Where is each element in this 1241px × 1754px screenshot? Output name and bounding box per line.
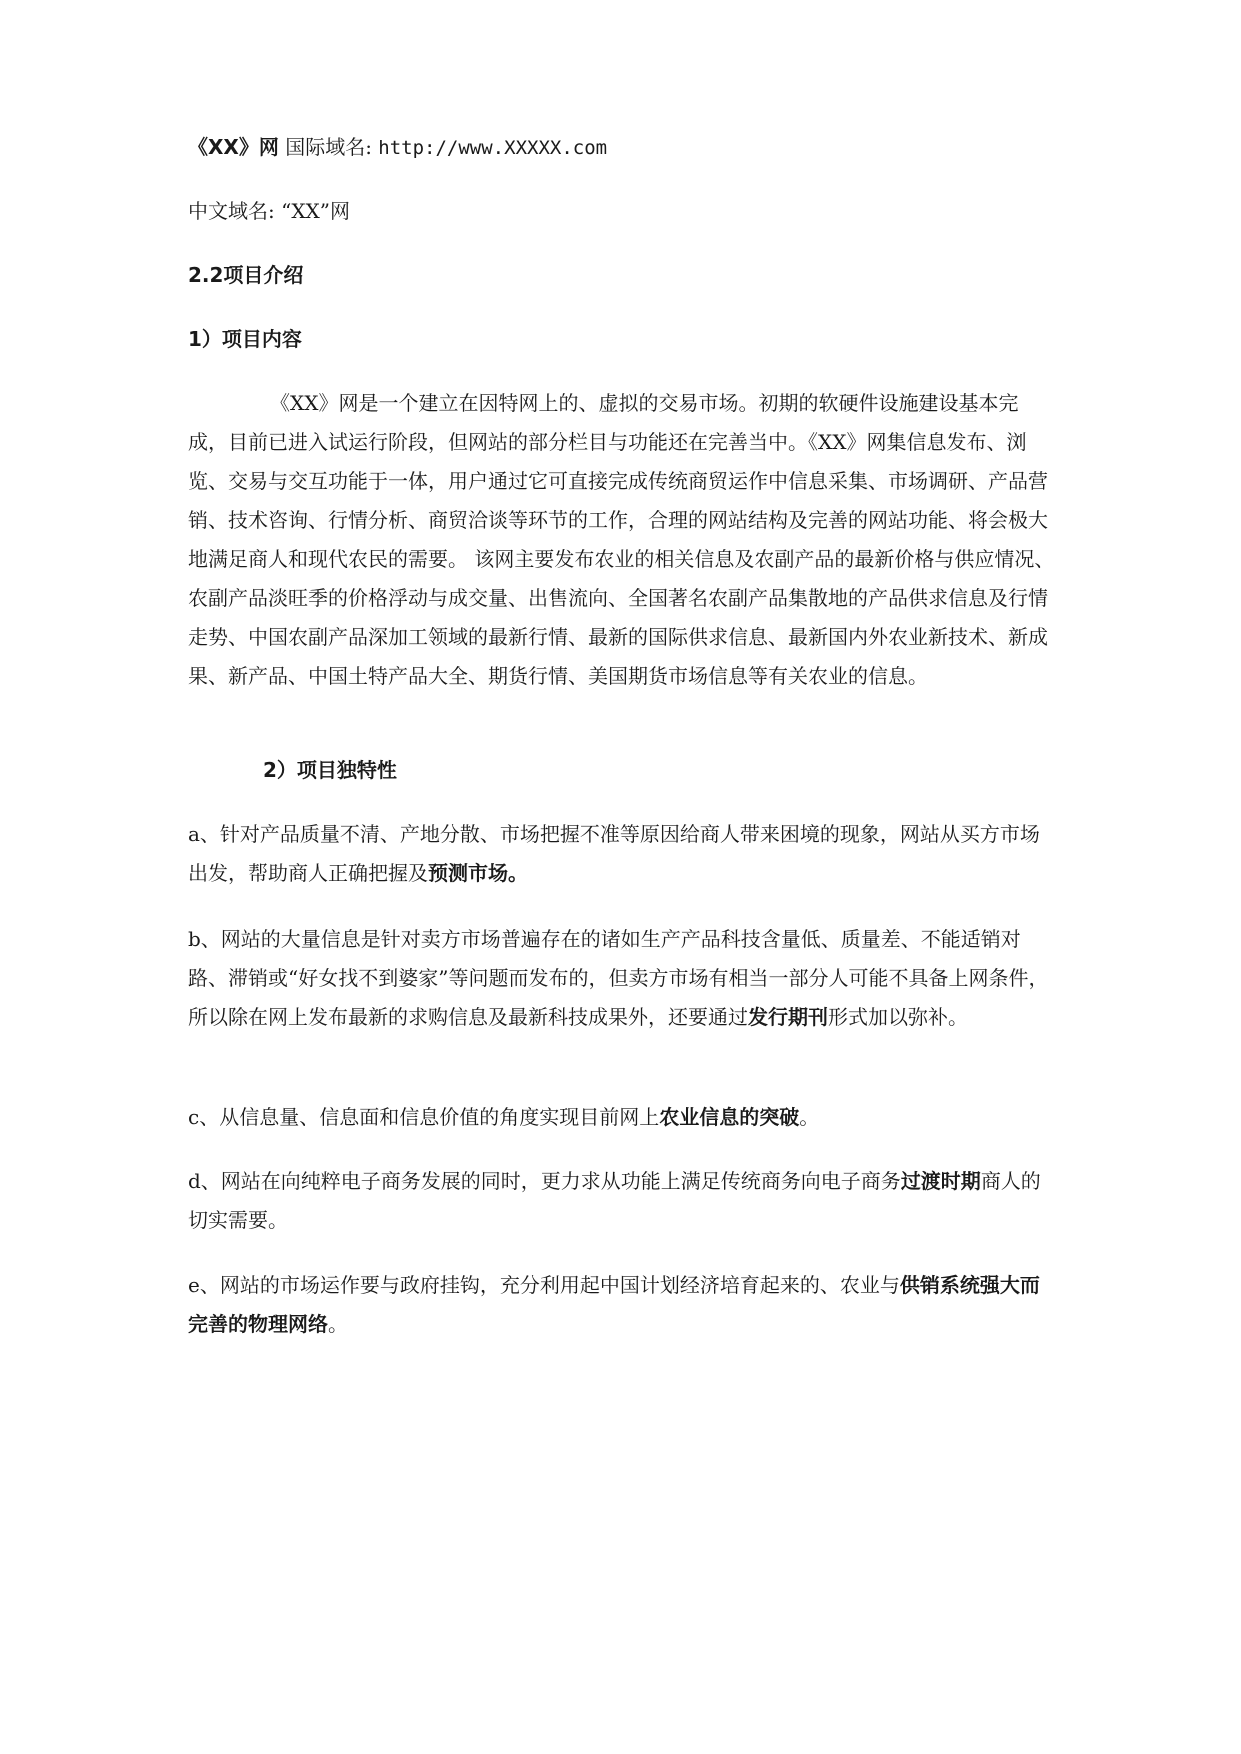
content-body: 《XX》网是一个建立在因特网上的、虚拟的交易市场。初期的软硬件设施建设基本完成，目前已进入试运行阶段，但网站的部分栏目与功能还在完善当中。《XX》网集信息发布、浏览、交易与交互功能于一体，用户通过它可直接完成传统商贸运作中信息采集、市场调研、产品营销、技术咨询、行情分析、商贸洽谈等环节的工作，合理的网站结构及完善的网站功能、将会极大地满足商人和现代农民的需要。 该网主要发布农业的相关信息及农副产品的最新价格与供应情况、农副产品淡旺季的价格浮动与成交量、出售流向、全国著名农副产品集散地的产品供求信息及行情走势、中国农副产品深加工领域的最新行情、最新的国际供求信息、最新国内外农业新技术、新成果、新产品、中国土特产品大全、期货行情、美国期货市场信息等有关农业的信息。 xyxy=(188,391,1055,688)
item-a xyxy=(188,815,1058,893)
item-d-tail: 商人的切实需要。 xyxy=(188,1169,1041,1232)
domain-url: http://www.XXXXX.com xyxy=(378,137,608,159)
chinese-domain-line: 中文域名: “XX”网 xyxy=(188,199,351,223)
item-a-bold: 预测市场。 xyxy=(428,861,528,885)
item-b-text: b、网站的大量信息是针对卖方市场普遍存在的诸如生产产品科技含量低、质量差、不能适销对路、滞销或“好女找不到婆家”等问题而发布的，但卖方市场有相当一部分人可能不具备上网条件，所以除在网上发布最新的求购信息及最新科技成果外，还要通过 xyxy=(188,927,1049,1029)
item-c-tail: 。 xyxy=(799,1105,820,1129)
item-e xyxy=(188,1266,1058,1344)
item-b-bold: 发行期刊 xyxy=(748,1005,828,1029)
item-d xyxy=(188,1162,1058,1240)
item-b-tail: 形式加以弥补。 xyxy=(828,1005,968,1029)
item-c-text: c、从信息量、信息面和信息价值的角度实现目前网上 xyxy=(188,1105,660,1129)
domain-line xyxy=(188,128,1058,168)
item-e-tail: 。 xyxy=(328,1312,348,1336)
item-b xyxy=(188,920,1058,1037)
item-e-text: e、网站的市场运作要与政府挂钩，充分利用起中国计划经济培育起来的、农业与 xyxy=(188,1273,900,1297)
item-d-text: d、网站在向纯粹电子商务发展的同时，更力求从功能上满足传统商务向电子商务 xyxy=(188,1169,901,1193)
section-heading: 2.2项目介绍 xyxy=(188,263,304,287)
item-d-bold: 过渡时期 xyxy=(900,1169,981,1193)
item-c-bold: 农业信息的突破 xyxy=(659,1105,800,1129)
content-heading: 1）项目内容 xyxy=(188,327,302,351)
domain-label: 国际域名: xyxy=(278,135,379,159)
item-c xyxy=(188,1098,1058,1137)
item-a-text: a、针对产品质量不清、产地分散、市场把握不准等原因给商人带来困境的现象，网站从买方市场出发，帮助商人正确把握及 xyxy=(188,822,1040,885)
uniqueness-heading: 2）项目独特性 xyxy=(263,758,397,782)
item-e-bold: 供销系统强大而完善的物理网络 xyxy=(188,1273,1040,1336)
site-name: 《XX》网 xyxy=(188,135,279,159)
